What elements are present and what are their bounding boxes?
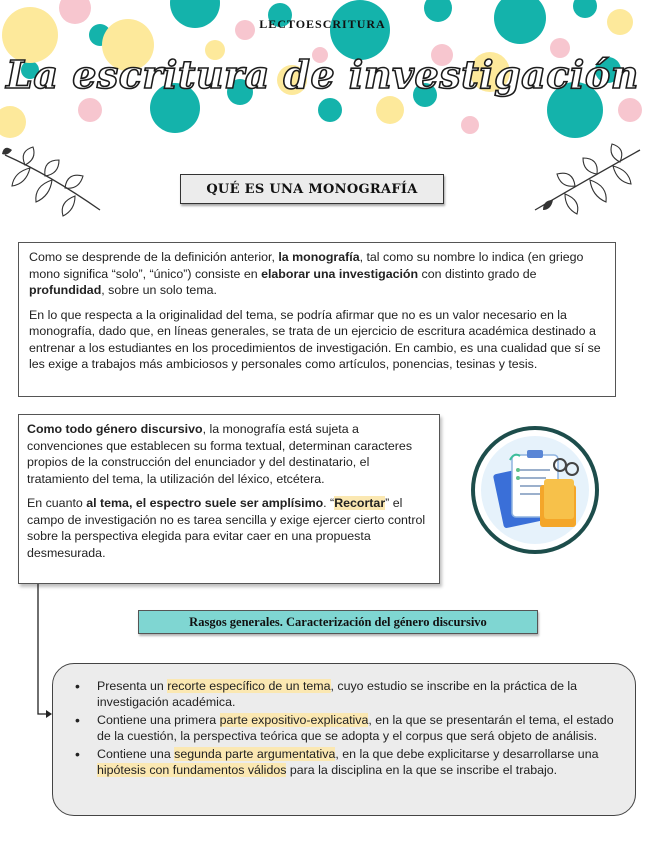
topic-paragraph: En cuanto al tema, el espectro suele ser amplísimo. “Recortar” el campo de investigación no es tarea sencilla y exige ejercer cierto control sobre la perspectiva elegida para evitar caer en una propuesta desmesurada. bbox=[27, 496, 426, 560]
clipboard-documents-illustration bbox=[470, 425, 600, 555]
definition-paragraph: Como se desprende de la definición anterior, la monografía, tal como su nombre lo indica (en griego mono significa “solo”, “único”) consiste en elaborar una investigación con distinto grado de profundidad, sobre un solo tema. bbox=[29, 250, 584, 297]
list-item: • Contiene una primera parte expositivo-explicativa, en la que se presentarán el tema, el estado de la cuestión, la perspectiva teórica que se adopta y el corpus que será objeto de análisis. bbox=[97, 712, 617, 744]
subject-header: LECTOESCRITURA bbox=[259, 17, 386, 31]
general-features-title: Rasgos generales. Caracterización del género discursivo bbox=[138, 610, 538, 634]
features-list-box bbox=[52, 663, 636, 816]
leaf-branch-icon bbox=[0, 140, 110, 220]
list-item: • Contiene una segunda parte argumentativa, en la que debe explicitarse y desarrollarse una hipótesis con fundamentos válidos para la disciplina en la que se inscribe el trabajo. bbox=[97, 746, 617, 778]
discursive-genre-box bbox=[18, 414, 440, 584]
features-list bbox=[97, 678, 617, 778]
originality-paragraph: En lo que respecta a la originalidad del tema, se podría afirmar que no es un valor necesario en la monografía, dado que, en líneas generales, se trata de un ejercicio de escritura académica destinado a entrenar a los estudiantes en los procedimientos de investigación. En cambio, es una cualidad que sí se les exige a trabajos más ambiciosos y personales como artículos, ponencias, tesinas y tesis. bbox=[29, 307, 601, 371]
definition-box bbox=[18, 242, 616, 397]
list-item: • Presenta un recorte específico de un tema, cuyo estudio se inscribe en la práctica de la investigación académica. bbox=[97, 678, 617, 710]
leaf-branch-icon bbox=[525, 140, 645, 220]
page-title: La escritura de investigación bbox=[6, 52, 639, 97]
genre-paragraph: Como todo género discursivo, la monografía está sujeta a convenciones que establecen su forma textual, determinan caracteres propios de la construcción del enunciador y del destinatario, el tratamiento del tema, la utilización del léxico, etcétera. bbox=[27, 422, 413, 486]
section-title: QUÉ ES UNA MONOGRAFÍA bbox=[180, 174, 444, 204]
